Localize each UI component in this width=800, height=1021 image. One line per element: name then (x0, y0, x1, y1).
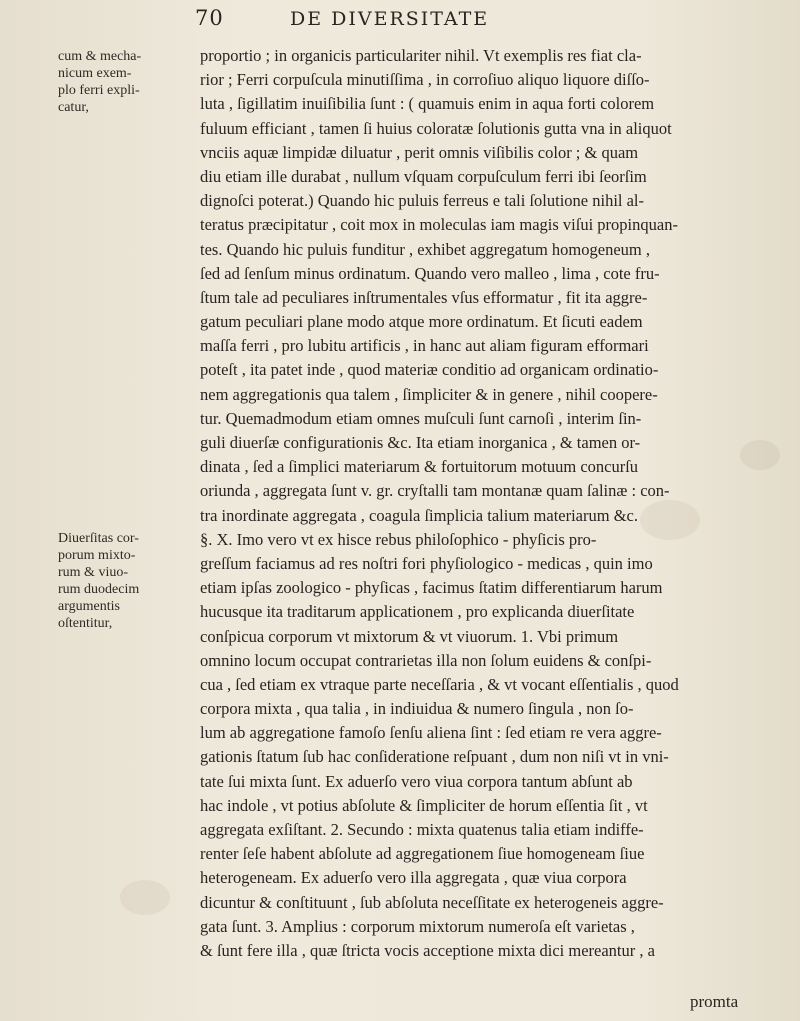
text-line: rior ; Ferri corpuſcula minutiſſima , in corroſiuo aliquo liquore diſſo- (200, 70, 650, 90)
text-line: aggregata exſiſtant. 2. Secundo : mixta quatenus talia etiam indiffe- (200, 820, 644, 839)
text-line: ſtum tale ad peculiares inſtrumentales vſus efformatur , fit ita aggre- (200, 287, 648, 307)
text-line: lum ab aggregatione famoſo ſenſu aliena ſint : ſed etiam re vera aggre- (200, 723, 662, 743)
text-line: corpora mixta , qua talia , in indiuidua & numero ſingula , non ſo- (200, 699, 634, 719)
text-line: gata ſunt. 3. Amplius : corporum mixtorum numeroſa eſt varietas , (200, 916, 635, 936)
text-line: poteſt , ita patet inde , quod materiæ conditio ad organicam ordinatio- (200, 360, 659, 380)
text-line: nem aggregationis qua talem , ſimpliciter & in genere , nihil coopere- (200, 384, 658, 404)
text-line: conſpicua corporum vt mixtorum & vt viuorum. 1. Vbi primum (200, 626, 619, 646)
text-line: dinata , ſed a ſimplici materiarum & fortuitorum motuum concurſu (200, 457, 639, 477)
margin-note-line: argumentis (58, 599, 120, 614)
text-line: luta , ſigillatim inuiſibilia ſunt : ( quamuis enim in aqua forti colorem (200, 94, 655, 114)
text-line: fuluum efficiant , tamen ſi huius coloratæ ſolutionis gutta vna in aliquot (200, 118, 672, 138)
margin-note-line: rum duodecim (58, 582, 140, 597)
text-line: & ſunt fere illa , quæ ſtricta vocis acceptione mixta dici mereantur , a (200, 940, 655, 960)
text-line: heterogeneam. Ex aduerſo vero illa aggregata , quæ viua corpora (200, 868, 627, 888)
text-line: guli diuerſæ configurationis &c. Ita etiam inorganica , & tamen or- (200, 433, 641, 452)
text-line: proportio ; in organicis particulariter nihil. Vt exemplis res fiat cla- (200, 46, 642, 65)
margin-note-line: Diuerſitas cor- (58, 531, 139, 546)
body-text (200, 44, 780, 963)
margin-note-line: oſtentitur, (58, 616, 113, 631)
text-line: greſſum faciamus ad res noſtri fori phyſiologico - medicas , quin imo (200, 553, 653, 573)
text-line: gatum peculiari plane modo atque more ordinatum. Et ſicuti eadem (200, 312, 643, 332)
paper-stain (120, 880, 170, 915)
text-line: etiam ipſas zoologico - phyſicas , facimus ſtatim differentiarum harum (200, 578, 663, 598)
text-line: teratus præcipitatur , coit mox in moleculas iam magis viſui propinquan- (200, 215, 678, 235)
text-line: ſed ad ſenſum minus ordinatum. Quando vero malleo , lima , cote fru- (200, 263, 660, 283)
text-line: dignoſci poterat.) Quando hic puluis ferreus e tali ſolutione nihil al- (200, 191, 645, 211)
text-line: tur. Quemadmodum etiam omnes muſculi ſunt carnoſi , interim ſin- (200, 408, 642, 428)
margin-note-line: rum & viuo- (58, 565, 128, 580)
catchword: promta (690, 992, 739, 1011)
text-line: gationis ſtatum ſub hac conſideratione reſpuant , dum non niſi vt in vni- (200, 747, 669, 767)
text-line: omnino locum occupat contrarietas illa non ſolum euidens & conſpi- (200, 650, 652, 670)
text-line: hucusque ita traditarum applicationem , pro explicanda diuerſitate (200, 602, 635, 622)
margin-note-line: catur, (58, 100, 89, 115)
text-line: renter ſeſe habent abſolute ad aggregationem ſiue homogeneam ſiue (200, 844, 645, 864)
text-line: tra inordinate aggregata , coagula ſimplicia talium materiarum &c. (200, 505, 638, 525)
margin-note (58, 48, 198, 116)
running-title: DE DIVERSITATE (290, 8, 490, 30)
text-line: tate ſui mixta ſunt. Ex aduerſo vero viua corpora tantum abſunt ab (200, 771, 633, 791)
text-line: §. X. Imo vero vt ex hisce rebus philoſophico - phyſicis pro- (200, 529, 597, 549)
text-line: maſſa ferri , pro lubitu artificis , in hanc aut aliam figuram efformari (200, 336, 649, 356)
text-line: tes. Quando hic puluis funditur , exhibet aggregatum homogeneum , (200, 239, 650, 259)
margin-note-line: cum & mecha- (58, 49, 142, 64)
margin-note-line: plo ferri expli- (58, 83, 140, 98)
margin-note-line: nicum exem- (58, 66, 132, 81)
margin-note (58, 530, 198, 632)
text-line: dicuntur & conſtituunt , ſub abſoluta neceſſitate ex heterogeneis aggre- (200, 892, 664, 912)
text-line: vnciis aquæ limpidæ diluatur , perit omnis viſibilis color ; & quam (200, 142, 639, 162)
text-line: oriunda , aggregata ſunt v. gr. cryſtalli tam montanæ quam ſalinæ : con- (200, 481, 670, 501)
text-line: cua , ſed etiam ex vtraque parte neceſſaria , & vt vocant eſſentialis , quod (200, 674, 679, 694)
text-line: hac indole , vt potius abſolute & ſimpliciter de horum eſſentia ſit , vt (200, 795, 648, 815)
margin-note-line: porum mixto- (58, 548, 136, 563)
page-number: 70 (195, 6, 224, 30)
text-line: diu etiam ille durabat , nullum vſquam corpuſculum ferri ibi ſeorſim (200, 166, 647, 186)
running-head (195, 6, 615, 36)
